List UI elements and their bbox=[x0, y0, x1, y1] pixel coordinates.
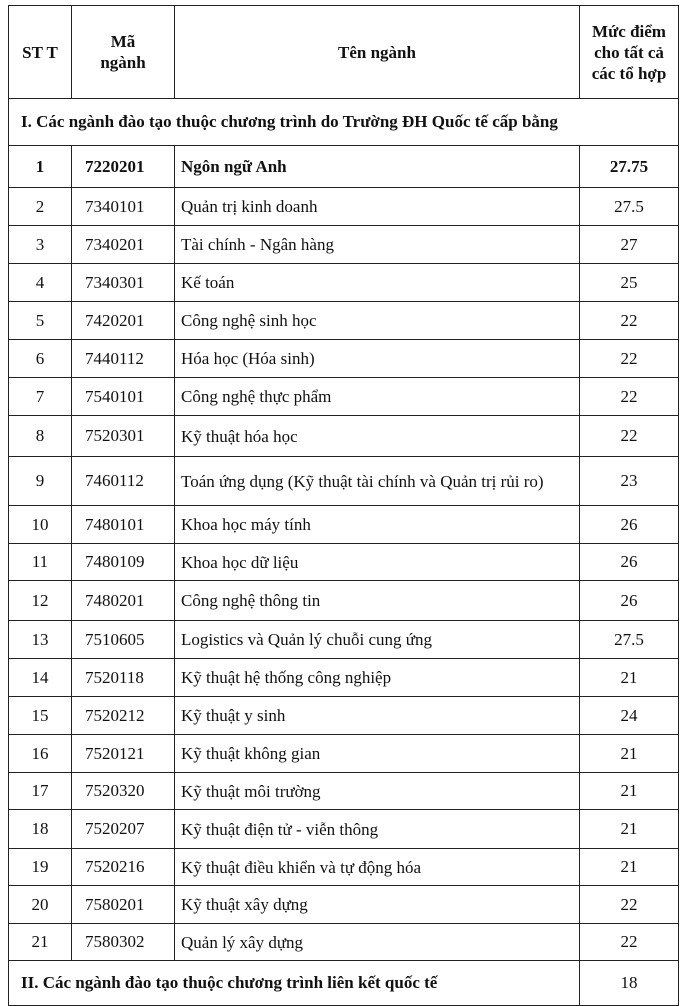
row-name: Kỹ thuật điện tử - viễn thông bbox=[175, 810, 580, 849]
row-score: 22 bbox=[580, 340, 679, 378]
table-row bbox=[9, 886, 679, 924]
row-name: Kế toán bbox=[175, 264, 580, 302]
row-score: 22 bbox=[580, 302, 679, 340]
section-2-row bbox=[9, 961, 679, 1006]
row-stt: 6 bbox=[9, 340, 72, 378]
row-name: Quản lý xây dựng bbox=[175, 924, 580, 961]
section-2-title: II. Các ngành đào tạo thuộc chương trình liên kết quốc tế bbox=[9, 961, 580, 1006]
row-score: 21 bbox=[580, 810, 679, 849]
row-code: 7520320 bbox=[72, 773, 175, 810]
row-name: Công nghệ sinh học bbox=[175, 302, 580, 340]
row-stt: 1 bbox=[9, 146, 72, 188]
row-score: 26 bbox=[580, 581, 679, 621]
row-stt: 15 bbox=[9, 697, 72, 735]
row-stt: 9 bbox=[9, 457, 72, 506]
table-row bbox=[9, 849, 679, 886]
row-name: Kỹ thuật xây dựng bbox=[175, 886, 580, 924]
row-score: 27.5 bbox=[580, 621, 679, 659]
row-score: 21 bbox=[580, 735, 679, 773]
row-code: 7580201 bbox=[72, 886, 175, 924]
row-code: 7580302 bbox=[72, 924, 175, 961]
row-name: Kỹ thuật điều khiển và tự động hóa bbox=[175, 849, 580, 886]
row-score: 22 bbox=[580, 886, 679, 924]
table-row bbox=[9, 697, 679, 735]
row-code: 7420201 bbox=[72, 302, 175, 340]
table-row bbox=[9, 659, 679, 697]
row-score: 21 bbox=[580, 773, 679, 810]
table-row bbox=[9, 457, 679, 506]
row-score: 24 bbox=[580, 697, 679, 735]
row-code: 7220201 bbox=[72, 146, 175, 188]
row-name: Kỹ thuật hóa học bbox=[175, 416, 580, 457]
row-code: 7480109 bbox=[72, 544, 175, 581]
row-name: Logistics và Quản lý chuỗi cung ứng bbox=[175, 621, 580, 659]
row-name: Công nghệ thực phẩm bbox=[175, 378, 580, 416]
header-code: Mã ngành bbox=[72, 6, 175, 99]
row-stt: 12 bbox=[9, 581, 72, 621]
section-2-score: 18 bbox=[580, 961, 679, 1006]
row-stt: 8 bbox=[9, 416, 72, 457]
row-name: Toán ứng dụng (Kỹ thuật tài chính và Quản trị rủi ro) bbox=[175, 457, 580, 506]
row-stt: 20 bbox=[9, 886, 72, 924]
header-score: Mức điểm cho tất cả các tổ hợp bbox=[580, 6, 679, 99]
row-name: Kỹ thuật hệ thống công nghiệp bbox=[175, 659, 580, 697]
row-stt: 10 bbox=[9, 506, 72, 544]
row-name: Kỹ thuật y sinh bbox=[175, 697, 580, 735]
table-row bbox=[9, 735, 679, 773]
row-score: 26 bbox=[580, 544, 679, 581]
header-name: Tên ngành bbox=[175, 6, 580, 99]
section-1-row bbox=[9, 99, 679, 146]
table-row bbox=[9, 226, 679, 264]
row-stt: 18 bbox=[9, 810, 72, 849]
row-score: 27.5 bbox=[580, 188, 679, 226]
row-score: 27.75 bbox=[580, 146, 679, 188]
row-stt: 13 bbox=[9, 621, 72, 659]
row-code: 7340201 bbox=[72, 226, 175, 264]
row-score: 22 bbox=[580, 924, 679, 961]
row-score: 26 bbox=[580, 506, 679, 544]
row-name: Hóa học (Hóa sinh) bbox=[175, 340, 580, 378]
table-row bbox=[9, 810, 679, 849]
table-row bbox=[9, 506, 679, 544]
row-code: 7460112 bbox=[72, 457, 175, 506]
table-row bbox=[9, 924, 679, 961]
row-stt: 19 bbox=[9, 849, 72, 886]
row-score: 27 bbox=[580, 226, 679, 264]
row-code: 7340301 bbox=[72, 264, 175, 302]
header-stt: ST T bbox=[9, 6, 72, 99]
row-stt: 21 bbox=[9, 924, 72, 961]
row-name: Kỹ thuật không gian bbox=[175, 735, 580, 773]
table-row bbox=[9, 146, 679, 188]
table-row bbox=[9, 773, 679, 810]
row-code: 7480101 bbox=[72, 506, 175, 544]
row-score: 22 bbox=[580, 416, 679, 457]
row-code: 7510605 bbox=[72, 621, 175, 659]
table-row bbox=[9, 581, 679, 621]
table-row bbox=[9, 378, 679, 416]
table-row bbox=[9, 416, 679, 457]
row-name: Ngôn ngữ Anh bbox=[175, 146, 580, 188]
row-score: 22 bbox=[580, 378, 679, 416]
row-stt: 11 bbox=[9, 544, 72, 581]
row-code: 7340101 bbox=[72, 188, 175, 226]
row-score: 25 bbox=[580, 264, 679, 302]
table-row bbox=[9, 340, 679, 378]
row-name: Tài chính - Ngân hàng bbox=[175, 226, 580, 264]
admission-score-table bbox=[8, 5, 679, 1006]
row-code: 7440112 bbox=[72, 340, 175, 378]
row-score: 23 bbox=[580, 457, 679, 506]
row-name: Khoa học dữ liệu bbox=[175, 544, 580, 581]
row-code: 7520301 bbox=[72, 416, 175, 457]
row-stt: 7 bbox=[9, 378, 72, 416]
row-stt: 4 bbox=[9, 264, 72, 302]
row-stt: 17 bbox=[9, 773, 72, 810]
row-stt: 3 bbox=[9, 226, 72, 264]
table-row bbox=[9, 302, 679, 340]
section-1-title: I. Các ngành đào tạo thuộc chương trình do Trường ĐH Quốc tế cấp bằng bbox=[9, 99, 679, 146]
row-code: 7540101 bbox=[72, 378, 175, 416]
row-stt: 16 bbox=[9, 735, 72, 773]
row-score: 21 bbox=[580, 659, 679, 697]
row-stt: 2 bbox=[9, 188, 72, 226]
table-row bbox=[9, 621, 679, 659]
row-code: 7520207 bbox=[72, 810, 175, 849]
row-code: 7520212 bbox=[72, 697, 175, 735]
row-name: Kỹ thuật môi trường bbox=[175, 773, 580, 810]
row-name: Quản trị kinh doanh bbox=[175, 188, 580, 226]
row-code: 7480201 bbox=[72, 581, 175, 621]
row-code: 7520121 bbox=[72, 735, 175, 773]
header-row bbox=[9, 6, 679, 99]
row-stt: 5 bbox=[9, 302, 72, 340]
row-name: Công nghệ thông tin bbox=[175, 581, 580, 621]
row-stt: 14 bbox=[9, 659, 72, 697]
table-row bbox=[9, 264, 679, 302]
table-row bbox=[9, 188, 679, 226]
row-code: 7520118 bbox=[72, 659, 175, 697]
row-name: Khoa học máy tính bbox=[175, 506, 580, 544]
table-row bbox=[9, 544, 679, 581]
row-code: 7520216 bbox=[72, 849, 175, 886]
row-score: 21 bbox=[580, 849, 679, 886]
